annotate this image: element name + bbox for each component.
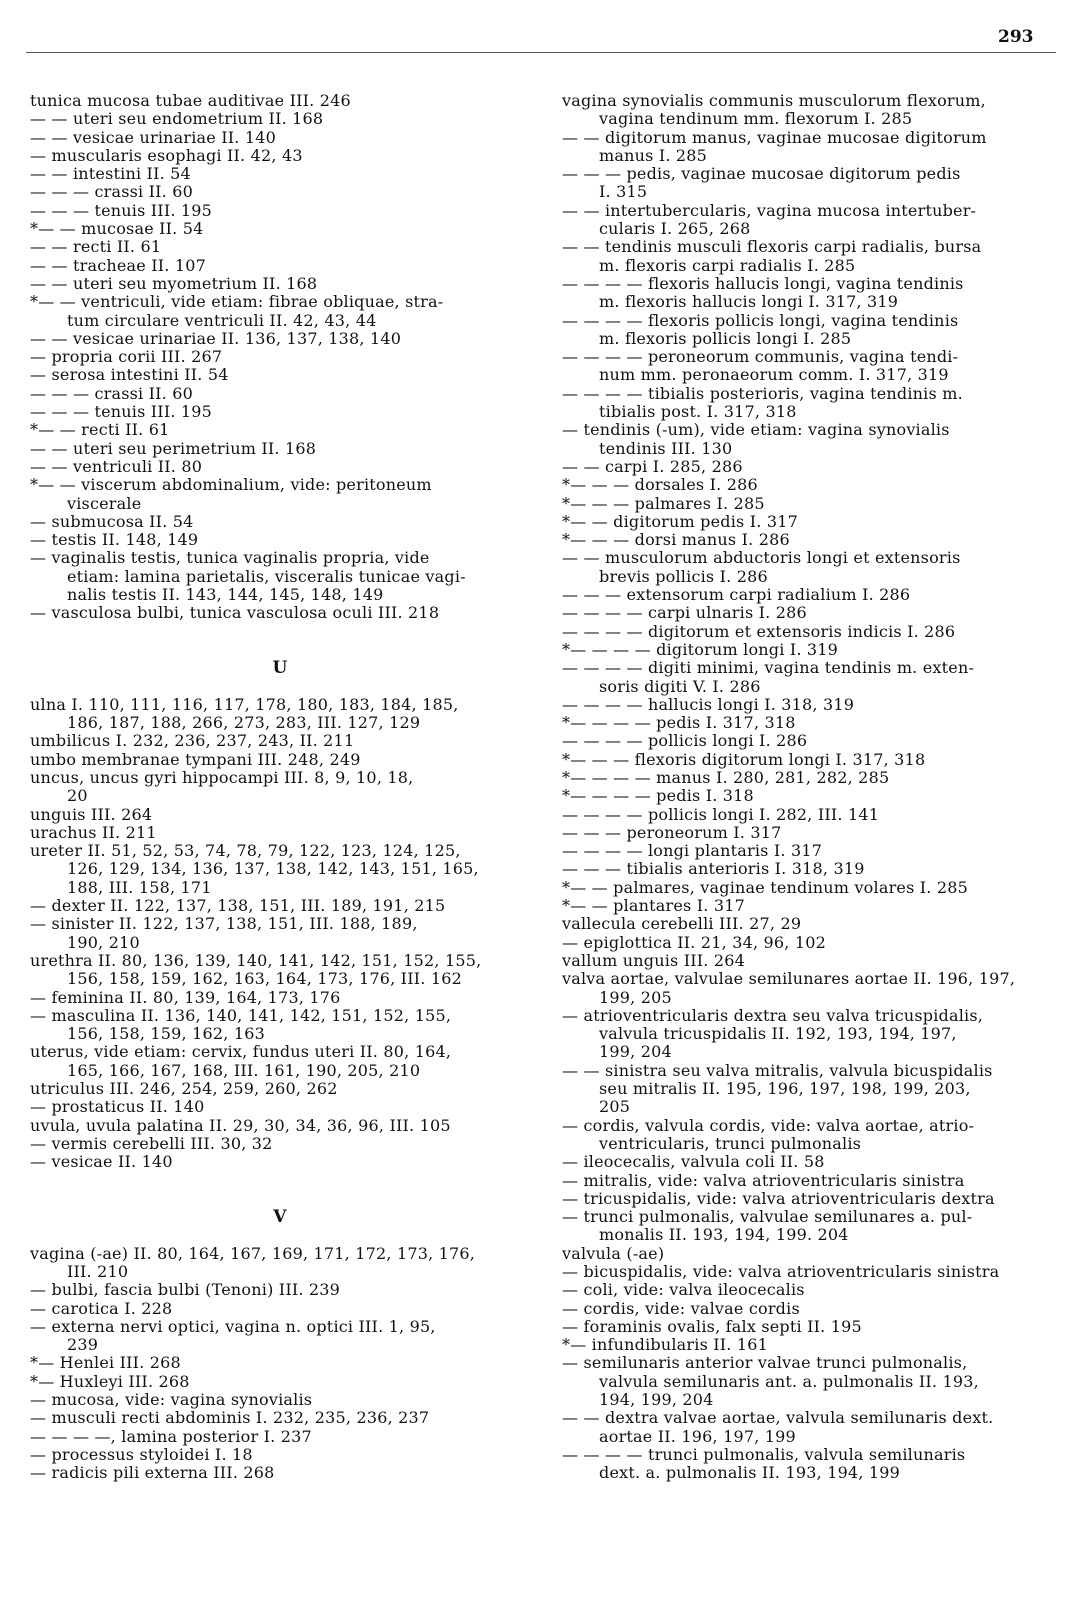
index-entry: — — — crassi II. 60 (30, 383, 194, 403)
index-entry: tunica mucosa tubae auditivae III. 246 (30, 91, 351, 110)
index-entry: — — carpi I. 285, 286 (562, 456, 743, 476)
index-entry: — — — —, lamina posterior I. 237 (30, 1426, 312, 1446)
index-entry: — — recti II. 61 (30, 237, 162, 257)
index-entry: ureter II. 51, 52, 53, 74, 78, 79, 122, 123, 124, 125, (30, 841, 461, 861)
index-entry: — — tendinis musculi flexoris carpi radialis, bursa (562, 237, 982, 257)
index-entry: — — — — flexoris pollicis longi, vagina tendinis (562, 310, 959, 330)
index-entry: *— infundibularis II. 161 (562, 1335, 769, 1355)
index-entry-continuation: 186, 187, 188, 266, 273, 283, III. 127, 129 (67, 713, 421, 733)
index-entry: — vaginalis testis, tunica vaginalis propria, vide (30, 548, 430, 568)
index-entry: — — uteri seu endometrium II. 168 (30, 109, 324, 129)
index-entry: — — — — tibialis posterioris, vagina tendinis m. (562, 383, 963, 403)
index-entry: urethra II. 80, 136, 139, 140, 141, 142, 151, 152, 155, (30, 950, 482, 970)
index-entry-continuation: soris digiti V. I. 286 (599, 676, 761, 696)
index-entry: ulna I. 110, 111, 116, 117, 178, 180, 183, 184, 185, (30, 694, 459, 714)
index-entry: — — — — pollicis longi I. 286 (562, 731, 808, 751)
index-entry: — — — — flexoris hallucis longi, vagina tendinis (562, 273, 964, 293)
index-entry: — — intestini II. 54 (30, 164, 191, 184)
index-entry: — — musculorum abductoris longi et extensoris (562, 548, 961, 568)
index-entry: — — — — hallucis longi I. 318, 319 (562, 694, 855, 714)
index-entry: — dexter II. 122, 137, 138, 151, III. 189, 191, 215 (30, 896, 446, 916)
index-entry-continuation: dext. a. pulmonalis II. 193, 194, 199 (599, 1463, 901, 1483)
index-entry: uterus, vide etiam: cervix, fundus uteri II. 80, 164, (30, 1042, 452, 1062)
index-entry: — muscularis esophagi II. 42, 43 (30, 145, 303, 165)
spacer (30, 1226, 530, 1244)
index-entry: — propria corii III. 267 (30, 347, 223, 367)
index-entry: — feminina II. 80, 139, 164, 173, 176 (30, 987, 341, 1007)
index-entry: — vermis cerebelli III. 30, 32 (30, 1133, 273, 1153)
index-entry: — — — — carpi ulnaris I. 286 (562, 603, 807, 623)
index-entry-continuation: 156, 158, 159, 162, 163, 164, 173, 176, III. 162 (67, 969, 462, 989)
index-entry-continuation: monalis II. 193, 194, 199. 204 (599, 1225, 849, 1245)
index-entry-continuation: m. flexoris carpi radialis I. 285 (599, 255, 856, 275)
index-entry: — — — peroneorum I. 317 (562, 822, 782, 842)
index-entry: — tricuspidalis, vide: valva atrioventricularis dextra (562, 1188, 995, 1208)
page-number: 293 (998, 27, 1034, 47)
index-entry: vagina (-ae) II. 80, 164, 167, 169, 171, 172, 173, 176, (30, 1243, 476, 1263)
index-entry-continuation: valvula tricuspidalis II. 192, 193, 194, 197, (599, 1024, 957, 1044)
index-entry: — — uteri seu myometrium II. 168 (30, 273, 318, 293)
index-entry: — — — — longi plantaris I. 317 (562, 841, 823, 861)
index-entry: — — — — digitorum et extensoris indicis I. 286 (562, 621, 956, 641)
index-entry-continuation: nalis testis II. 143, 144, 145, 148, 149 (67, 585, 384, 605)
index-entry: — serosa intestini II. 54 (30, 365, 229, 385)
index-entry: — — intertubercularis, vagina mucosa intertuber- (562, 200, 977, 220)
index-entry: — — tracheae II. 107 (30, 255, 206, 275)
index-entry: *— — — — pedis I. 317, 318 (562, 713, 796, 733)
index-entry-continuation: cularis I. 265, 268 (599, 219, 751, 239)
index-entry: — — — tenuis III. 195 (30, 200, 213, 220)
index-entry: — externa nervi optici, vagina n. optici III. 1, 95, (30, 1316, 436, 1336)
index-entry: *— — — — digitorum longi I. 319 (562, 639, 839, 659)
index-entry-continuation: 126, 129, 134, 136, 137, 138, 142, 143, 151, 165, (67, 859, 479, 879)
index-entry: *— — recti II. 61 (30, 420, 170, 440)
index-entry: *— — plantares I. 317 (562, 896, 745, 916)
index-entry-continuation: 205 (599, 1097, 631, 1117)
index-entry: uvula, uvula palatina II. 29, 30, 34, 36, 96, III. 105 (30, 1115, 451, 1135)
index-entry: urachus II. 211 (30, 822, 157, 842)
index-entry: uncus, uncus gyri hippocampi III. 8, 9, 10, 18, (30, 767, 414, 787)
index-entry-continuation: I. 315 (599, 182, 648, 202)
index-entry: valvula (-ae) (562, 1243, 665, 1263)
index-entry-continuation: 190, 210 (67, 932, 140, 952)
index-entry: — carotica I. 228 (30, 1298, 173, 1318)
index-entry: *— — — — manus I. 280, 281, 282, 285 (562, 767, 890, 787)
index-entry-continuation: m. flexoris hallucis longi I. 317, 319 (599, 292, 899, 312)
index-entry-continuation: num mm. peronaeorum comm. I. 317, 319 (599, 365, 949, 385)
spacer (30, 641, 530, 659)
index-entry-continuation: 156, 158, 159, 162, 163 (67, 1024, 265, 1044)
left-index-column (30, 92, 530, 1483)
index-entry: vallecula cerebelli III. 27, 29 (562, 914, 802, 934)
index-entry: valva aortae, valvulae semilunares aortae II. 196, 197, (562, 969, 1016, 989)
index-entry: — — — — trunci pulmonalis, valvula semilunaris (562, 1444, 966, 1464)
index-entry: — sinister II. 122, 137, 138, 151, III. 188, 189, (30, 914, 418, 934)
index-entry: *— — viscerum abdominalium, vide: peritoneum (30, 475, 432, 495)
index-entry-continuation: 239 (67, 1335, 99, 1355)
index-entry: — — — tibialis anterioris I. 318, 319 (562, 859, 865, 879)
index-entry: *— — — flexoris digitorum longi I. 317, 318 (562, 749, 926, 769)
index-entry: — — ventriculi II. 80 (30, 456, 203, 476)
index-entry: — semilunaris anterior valvae trunci pulmonalis, (562, 1353, 968, 1373)
index-entry: — mucosa, vide: vagina synovialis (30, 1390, 313, 1410)
index-entry-continuation: m. flexoris pollicis longi I. 285 (599, 328, 852, 348)
index-entry: — radicis pili externa III. 268 (30, 1463, 275, 1483)
index-entry-continuation: 194, 199, 204 (599, 1390, 714, 1410)
index-entry: — — — — pollicis longi I. 282, III. 141 (562, 804, 880, 824)
index-entry: umbo membranae tympani III. 248, 249 (30, 749, 361, 769)
index-entry: — bulbi, fascia bulbi (Tenoni) III. 239 (30, 1280, 341, 1300)
index-entry-continuation: 188, III. 158, 171 (67, 877, 212, 897)
spacer (30, 1172, 530, 1190)
index-entry: — tendinis (-um), vide etiam: vagina synovialis (562, 420, 950, 440)
index-entry: — — — pedis, vaginae mucosae digitorum pedis (562, 164, 961, 184)
index-entry: *— — palmares, vaginae tendinum volares I. 285 (562, 877, 969, 897)
index-entry: — ileocecalis, valvula coli II. 58 (562, 1152, 825, 1172)
index-entry: — mitralis, vide: valva atrioventricularis sinistra (562, 1170, 965, 1190)
index-entry-continuation: brevis pollicis I. 286 (599, 566, 768, 586)
index-entry-continuation: tendinis III. 130 (599, 438, 733, 458)
index-entry: — atrioventricularis dextra seu valva tricuspidalis, (562, 1005, 984, 1025)
index-entry: *— — ventriculi, vide etiam: fibrae obliquae, stra- (30, 292, 444, 312)
index-entry: — trunci pulmonalis, valvulae semilunares a. pul- (562, 1207, 973, 1227)
index-entry: *— Huxleyi III. 268 (30, 1371, 190, 1391)
index-entry: — — vesicae urinariae II. 140 (30, 127, 276, 147)
index-entry-continuation: valvula semilunaris ant. a. pulmonalis II. 193, (599, 1371, 979, 1391)
index-entry: — — uteri seu perimetrium II. 168 (30, 438, 317, 458)
index-entry-continuation: tibialis post. I. 317, 318 (599, 402, 797, 422)
index-entry: — — — crassi II. 60 (30, 182, 194, 202)
right-index-column (562, 92, 1057, 1483)
index-entry-continuation: 20 (67, 786, 88, 806)
index-entry: vagina synovialis communis musculorum flexorum, (562, 91, 986, 110)
spacer (30, 623, 530, 641)
index-entry: — foraminis ovalis, falx septi II. 195 (562, 1316, 862, 1336)
spacer (30, 1190, 530, 1208)
index-entry: — testis II. 148, 149 (30, 530, 199, 550)
index-entry-continuation: ventricularis, trunci pulmonalis (599, 1133, 862, 1153)
index-entry: — cordis, vide: valvae cordis (562, 1298, 800, 1318)
index-entry: unguis III. 264 (30, 804, 153, 824)
index-entry-continuation: vagina tendinum mm. flexorum I. 285 (599, 109, 913, 129)
index-entry: — coli, vide: valva ileocecalis (562, 1280, 805, 1300)
index-entry-continuation: 165, 166, 167, 168, III. 161, 190, 205, 210 (67, 1060, 421, 1080)
index-entry: — vasculosa bulbi, tunica vasculosa oculi III. 218 (30, 603, 440, 623)
header-rule (26, 52, 1056, 53)
index-entry: — — vesicae urinariae II. 136, 137, 138, 140 (30, 328, 402, 348)
index-entry: *— — — palmares I. 285 (562, 493, 765, 513)
index-entry: *— — — dorsales I. 286 (562, 475, 758, 495)
index-entry-continuation: manus I. 285 (599, 145, 708, 165)
index-entry: — — — extensorum carpi radialium I. 286 (562, 585, 911, 605)
index-entry: — — — tenuis III. 195 (30, 402, 213, 422)
index-entry: — — dextra valvae aortae, valvula semilunaris dext. (562, 1408, 994, 1428)
index-entry: *— — — — pedis I. 318 (562, 786, 754, 806)
index-entry: vallum unguis III. 264 (562, 950, 746, 970)
spacer (30, 678, 530, 696)
section-letter: U (272, 658, 288, 679)
index-entry: — submucosa II. 54 (30, 511, 194, 531)
index-entry: — — — — peroneorum communis, vagina tendi- (562, 347, 959, 367)
index-entry: — processus styloidei I. 18 (30, 1444, 253, 1464)
index-entry-continuation: 199, 205 (599, 987, 672, 1007)
index-entry: — vesicae II. 140 (30, 1152, 173, 1172)
index-entry: utriculus III. 246, 254, 259, 260, 262 (30, 1079, 338, 1099)
index-entry-continuation: aortae II. 196, 197, 199 (599, 1426, 796, 1446)
index-entry: *— — — dorsi manus I. 286 (562, 530, 790, 550)
index-entry-continuation: 199, 204 (599, 1042, 672, 1062)
index-entry: *— — digitorum pedis I. 317 (562, 511, 798, 531)
index-entry: — cordis, valvula cordis, vide: valva aortae, atrio- (562, 1115, 975, 1135)
index-entry-continuation: etiam: lamina parietalis, visceralis tunicae vagi- (67, 566, 466, 586)
index-entry-continuation: viscerale (67, 493, 142, 513)
index-entry: *— Henlei III. 268 (30, 1353, 181, 1373)
index-entry: — — sinistra seu valva mitralis, valvula bicuspidalis (562, 1060, 993, 1080)
index-entry: umbilicus I. 232, 236, 237, 243, II. 211 (30, 731, 355, 751)
index-entry: — prostaticus II. 140 (30, 1097, 205, 1117)
index-entry: — masculina II. 136, 140, 141, 142, 151, 152, 155, (30, 1005, 452, 1025)
index-entry: — — digitorum manus, vaginae mucosae digitorum (562, 127, 987, 147)
index-entry: *— — mucosae II. 54 (30, 219, 204, 239)
index-entry: — musculi recti abdominis I. 232, 235, 236, 237 (30, 1408, 430, 1428)
index-entry: — epiglottica II. 21, 34, 96, 102 (562, 932, 827, 952)
section-letter: V (273, 1207, 287, 1228)
index-entry: — — — — digiti minimi, vagina tendinis m. exten- (562, 658, 975, 678)
index-entry-continuation: seu mitralis II. 195, 196, 197, 198, 199, 203, (599, 1079, 971, 1099)
index-entry: — bicuspidalis, vide: valva atrioventricularis sinistra (562, 1262, 1000, 1281)
index-entry-continuation: tum circulare ventriculi II. 42, 43, 44 (67, 310, 377, 330)
index-entry-continuation: III. 210 (67, 1262, 129, 1281)
